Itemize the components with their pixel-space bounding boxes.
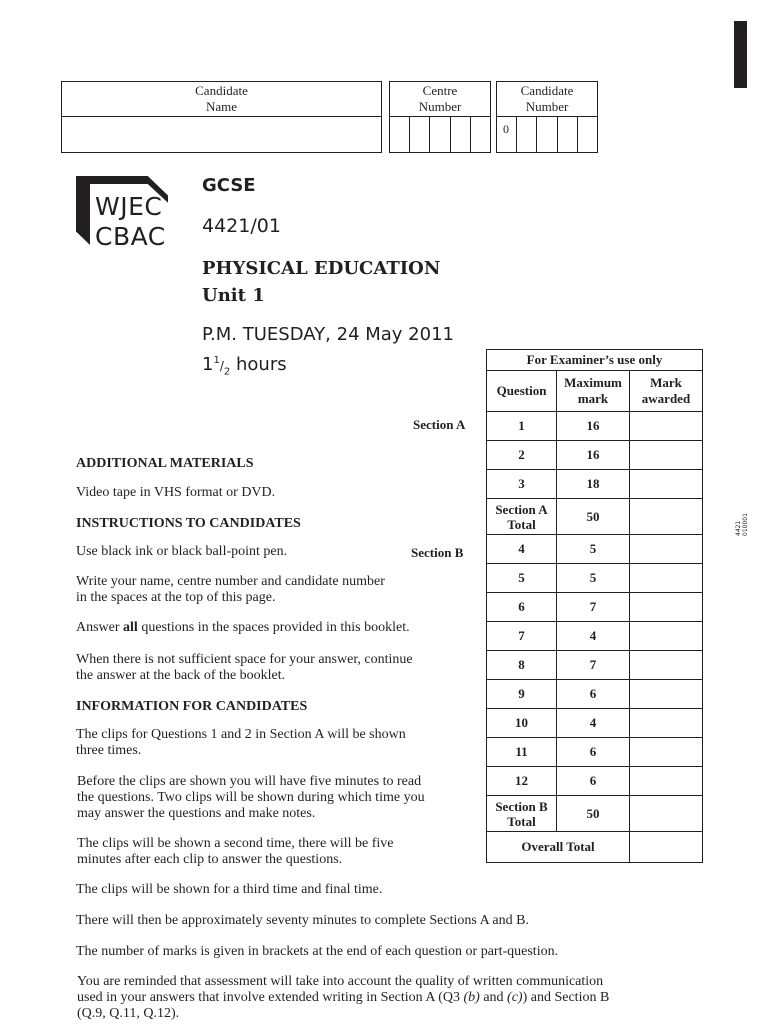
maximum-mark: 4 — [557, 622, 630, 651]
exam-code: 4421/01 — [202, 215, 281, 237]
header-question: Question — [487, 371, 557, 412]
candidate-number-cell[interactable] — [578, 117, 597, 152]
additional-materials-text: Video tape in VHS format or DVD. — [76, 485, 276, 500]
centre-number-cell[interactable] — [451, 117, 471, 152]
logo-wjec: WJEC — [95, 192, 163, 221]
centre-number-cell[interactable] — [410, 117, 430, 152]
instructions-name-line-1: Write your name, centre number and candidate number — [76, 574, 385, 589]
duration-unit: hours — [235, 354, 287, 375]
question-number: 6 — [487, 593, 557, 622]
maximum-mark: 7 — [557, 593, 630, 622]
question-number: 10 — [487, 709, 557, 738]
duration-numerator: 1 — [213, 355, 220, 366]
candidate-number-prefix: 0 — [497, 117, 517, 152]
information-seventy-minutes: There will then be approximately seventy minutes to complete Sections A and B. — [76, 913, 529, 928]
table-row — [487, 796, 703, 832]
maximum-mark: 4 — [557, 709, 630, 738]
instructions-space-line-1: When there is not sufficient space for your answer, continue — [76, 652, 413, 667]
candidate-name-header — [61, 81, 382, 117]
maximum-mark: 18 — [557, 470, 630, 499]
margin-code-line-1: 4421 — [735, 520, 742, 536]
table-row — [487, 441, 703, 470]
instructions-ink: Use black ink or black ball-point pen. — [76, 544, 288, 559]
candidate-number-cell[interactable] — [558, 117, 578, 152]
section-a-label: Section A — [413, 417, 466, 432]
maximum-mark: 6 — [557, 767, 630, 796]
overall-total-label: Overall Total — [487, 832, 630, 863]
maximum-mark: 7 — [557, 651, 630, 680]
section-b-total-line-2: Total — [507, 813, 536, 829]
table-row — [487, 709, 703, 738]
information-clips — [76, 727, 406, 759]
logo-cbac: CBAC — [95, 222, 166, 251]
table-row — [487, 622, 703, 651]
mark-awarded-cell[interactable] — [630, 470, 703, 499]
header-mark-awarded — [630, 371, 703, 412]
maximum-mark: 5 — [557, 564, 630, 593]
instructions-space — [76, 652, 413, 684]
mark-awarded-cell[interactable] — [630, 796, 703, 832]
information-quality — [77, 974, 693, 1022]
quality-post: ) and Section B — [522, 990, 610, 1005]
quality-part-c: (c) — [507, 990, 523, 1005]
section-a-total-line-2: Total — [507, 516, 536, 532]
mark-awarded-cell[interactable] — [630, 680, 703, 709]
question-number: 7 — [487, 622, 557, 651]
table-row — [487, 767, 703, 796]
instructions-name-line-2: in the spaces at the top of this page. — [76, 590, 276, 605]
candidate-number-label-1: Candidate — [520, 83, 574, 98]
question-number: 11 — [487, 738, 557, 767]
mark-awarded-cell[interactable] — [630, 412, 703, 441]
overall-total-cell[interactable] — [630, 832, 703, 863]
mark-awarded-cell[interactable] — [630, 441, 703, 470]
instructions-space-line-2: the answer at the back of the booklet. — [76, 668, 286, 683]
section-b-total-label — [487, 796, 557, 832]
section-b-label: Section B — [411, 545, 464, 560]
centre-number-label-1: Centre — [422, 83, 458, 98]
information-quality-line-1: You are reminded that assessment will take into account the quality of written communication — [77, 974, 604, 989]
table-row — [487, 680, 703, 709]
page-edge-marker — [734, 21, 747, 88]
table-row — [487, 564, 703, 593]
candidate-number-label-2: Number — [525, 99, 569, 114]
candidate-number-field[interactable] — [496, 116, 598, 153]
information-before-line-2: the questions. Two clips will be shown during which time you — [77, 790, 425, 805]
centre-number-field[interactable] — [389, 116, 491, 153]
maximum-mark: 6 — [557, 738, 630, 767]
candidate-name-label-2: Name — [205, 99, 238, 114]
answer-all-pre: Answer — [76, 620, 124, 635]
quality-part-b: (b) — [463, 990, 480, 1005]
candidate-number-cell[interactable] — [537, 117, 557, 152]
centre-number-label-2: Number — [418, 99, 462, 114]
table-row — [487, 593, 703, 622]
question-number: 4 — [487, 535, 557, 564]
candidate-number-header — [496, 81, 598, 117]
section-b-total-line-1: Section B — [495, 798, 548, 814]
instructions-name — [76, 574, 385, 606]
margin-code-line-2: 010001 — [742, 513, 749, 536]
examiner-table-caption: For Examiner’s use only — [487, 350, 703, 371]
mark-awarded-cell[interactable] — [630, 709, 703, 738]
centre-number-cell[interactable] — [390, 117, 410, 152]
margin-code — [735, 513, 749, 536]
mark-awarded-cell[interactable] — [630, 564, 703, 593]
information-quality-line-2 — [77, 990, 693, 1006]
maximum-mark: 50 — [557, 499, 630, 535]
centre-number-header — [389, 81, 491, 117]
answer-all-post: questions in the spaces provided in this booklet. — [137, 620, 410, 635]
information-quality-line-3: (Q.9, Q.11, Q.12). — [77, 1006, 180, 1021]
table-row — [487, 499, 703, 535]
quality-and: and — [479, 990, 508, 1005]
mark-awarded-cell[interactable] — [630, 767, 703, 796]
question-number: 9 — [487, 680, 557, 709]
instructions-heading: INSTRUCTIONS TO CANDIDATES — [76, 516, 301, 531]
table-row — [487, 412, 703, 441]
mark-awarded-cell[interactable] — [630, 593, 703, 622]
information-second-time — [77, 836, 393, 868]
mark-awarded-cell[interactable] — [630, 535, 703, 564]
information-second-line-1: The clips will be shown a second time, there will be five — [77, 836, 394, 851]
information-before-line-3: may answer the questions and make notes. — [77, 806, 316, 821]
question-number: 3 — [487, 470, 557, 499]
question-number: 2 — [487, 441, 557, 470]
candidate-number-cell[interactable] — [517, 117, 537, 152]
information-third-time: The clips will be shown for a third time and final time. — [76, 882, 383, 897]
information-before-clips — [77, 774, 425, 822]
information-clips-line-2: three times. — [76, 743, 142, 758]
exam-unit: Unit 1 — [202, 285, 265, 306]
exam-subject: PHYSICAL EDUCATION — [202, 258, 441, 279]
header-max-line-1: Maximum — [564, 375, 622, 390]
question-number: 1 — [487, 412, 557, 441]
section-a-total-line-1: Section A — [495, 501, 548, 517]
table-row — [487, 535, 703, 564]
mark-awarded-cell[interactable] — [630, 651, 703, 680]
information-heading: INFORMATION FOR CANDIDATES — [76, 699, 308, 714]
header-award-line-1: Mark — [650, 375, 682, 390]
information-before-line-1: Before the clips are shown you will have five minutes to read — [77, 774, 422, 789]
centre-number-cell[interactable] — [471, 117, 490, 152]
header-max-line-2: mark — [577, 391, 609, 406]
information-clips-line-1: The clips for Questions 1 and 2 in Section A will be shown — [76, 727, 406, 742]
table-row — [487, 651, 703, 680]
table-row — [487, 470, 703, 499]
candidate-name-label-1: Candidate — [195, 83, 248, 98]
header-award-line-2: awarded — [641, 391, 691, 406]
examiner-marks-table — [486, 349, 703, 863]
exam-level: GCSE — [202, 175, 256, 196]
quality-pre: used in your answers that involve extended writing in Section A (Q3 — [77, 990, 464, 1005]
maximum-mark: 50 — [557, 796, 630, 832]
section-a-total-label — [487, 499, 557, 535]
additional-materials-heading: ADDITIONAL MATERIALS — [76, 456, 254, 471]
information-second-line-2: minutes after each clip to answer the questions. — [77, 852, 343, 867]
centre-number-cell[interactable] — [430, 117, 450, 152]
maximum-mark: 16 — [557, 441, 630, 470]
mark-awarded-cell[interactable] — [630, 622, 703, 651]
table-row — [487, 832, 703, 863]
question-number: 12 — [487, 767, 557, 796]
question-number: 5 — [487, 564, 557, 593]
maximum-mark: 16 — [557, 412, 630, 441]
exam-date: P.M. TUESDAY, 24 May 2011 — [202, 324, 454, 345]
duration-whole: 1 — [202, 354, 214, 375]
answer-all-bold: all — [123, 620, 138, 635]
information-marks: The number of marks is given in brackets at the end of each question or part-question. — [76, 944, 559, 959]
candidate-name-field[interactable] — [61, 116, 382, 153]
exam-duration: $1^1/_2$ hours — [202, 354, 287, 378]
maximum-mark: 5 — [557, 535, 630, 564]
maximum-mark: 6 — [557, 680, 630, 709]
table-row — [487, 738, 703, 767]
mark-awarded-cell[interactable] — [630, 738, 703, 767]
duration-denominator: 2 — [223, 366, 231, 378]
mark-awarded-cell[interactable] — [630, 499, 703, 535]
question-number: 8 — [487, 651, 557, 680]
instructions-answer-all — [76, 620, 410, 636]
header-maximum-mark — [557, 371, 630, 412]
